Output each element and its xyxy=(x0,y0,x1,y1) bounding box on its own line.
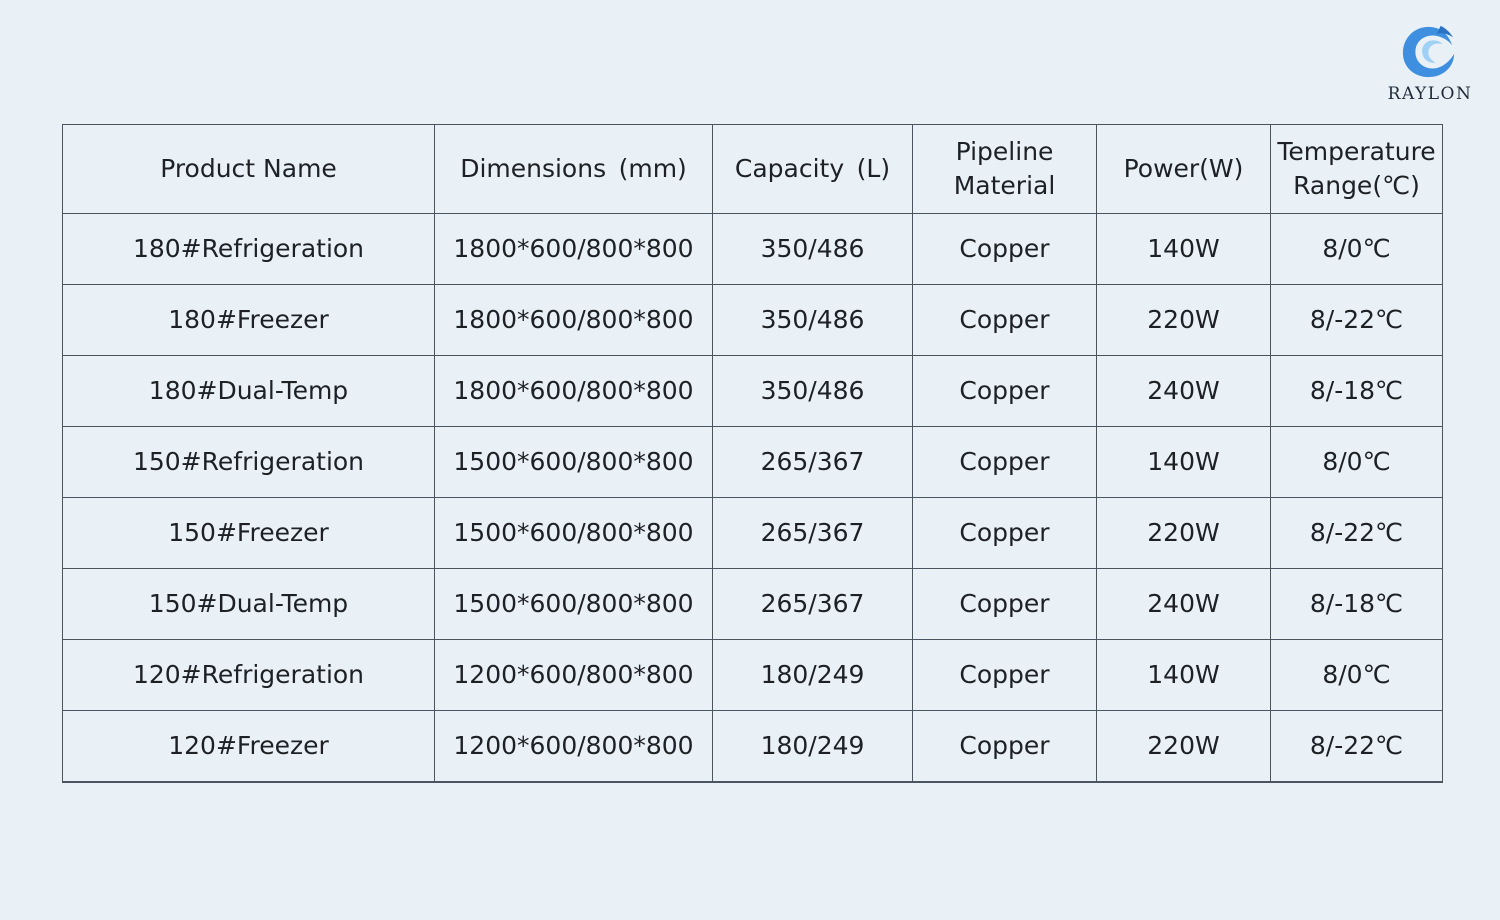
cell-capacity: 265/367 xyxy=(713,569,913,640)
cell-pipeline-material: Copper xyxy=(913,285,1097,356)
cell-power: 140W xyxy=(1097,214,1271,285)
cell-capacity: 350/486 xyxy=(713,214,913,285)
cell-power: 240W xyxy=(1097,569,1271,640)
cell-product-name: 150#Refrigeration xyxy=(63,427,435,498)
brand-name: RAYLON xyxy=(1387,84,1473,104)
cell-power: 240W xyxy=(1097,356,1271,427)
cell-dimensions: 1500*600/800*800 xyxy=(435,569,713,640)
cell-dimensions: 1800*600/800*800 xyxy=(435,285,713,356)
table-row xyxy=(63,711,1443,783)
cell-pipeline-material: Copper xyxy=(913,356,1097,427)
raylon-logo xyxy=(1380,24,1480,106)
table-header-row xyxy=(63,125,1443,214)
table-row xyxy=(63,214,1443,285)
cell-dimensions: 1500*600/800*800 xyxy=(435,498,713,569)
cell-dimensions: 1200*600/800*800 xyxy=(435,640,713,711)
table-row xyxy=(63,569,1443,640)
cell-pipeline-material: Copper xyxy=(913,711,1097,783)
header-power: Power(W) xyxy=(1097,125,1271,214)
table-row xyxy=(63,427,1443,498)
cell-product-name: 180#Refrigeration xyxy=(63,214,435,285)
cell-capacity: 350/486 xyxy=(713,356,913,427)
cell-capacity: 180/249 xyxy=(713,711,913,783)
cell-pipeline-material: Copper xyxy=(913,640,1097,711)
header-pipeline-material: Pipeline Material xyxy=(913,125,1097,214)
cell-product-name: 150#Freezer xyxy=(63,498,435,569)
cell-temperature-range: 8/-18℃ xyxy=(1271,356,1443,427)
cell-temperature-range: 8/0℃ xyxy=(1271,640,1443,711)
table-row xyxy=(63,640,1443,711)
cell-power: 220W xyxy=(1097,285,1271,356)
cell-product-name: 120#Refrigeration xyxy=(63,640,435,711)
cell-product-name: 120#Freezer xyxy=(63,711,435,783)
table-row xyxy=(63,285,1443,356)
cell-pipeline-material: Copper xyxy=(913,427,1097,498)
cell-temperature-range: 8/-22℃ xyxy=(1271,498,1443,569)
cell-temperature-range: 8/0℃ xyxy=(1271,427,1443,498)
cell-temperature-range: 8/-22℃ xyxy=(1271,711,1443,783)
table-row xyxy=(63,498,1443,569)
cell-dimensions: 1800*600/800*800 xyxy=(435,214,713,285)
header-dimensions: Dimensions (mm) xyxy=(435,125,713,214)
product-spec-table xyxy=(62,124,1443,783)
header-temperature-range: Temperature Range(℃) xyxy=(1271,125,1443,214)
cell-temperature-range: 8/-18℃ xyxy=(1271,569,1443,640)
cell-power: 140W xyxy=(1097,427,1271,498)
cell-capacity: 350/486 xyxy=(713,285,913,356)
header-product-name: Product Name xyxy=(63,125,435,214)
cell-power: 220W xyxy=(1097,711,1271,783)
cell-dimensions: 1800*600/800*800 xyxy=(435,356,713,427)
cell-temperature-range: 8/-22℃ xyxy=(1271,285,1443,356)
cell-capacity: 180/249 xyxy=(713,640,913,711)
cell-temperature-range: 8/0℃ xyxy=(1271,214,1443,285)
table-row xyxy=(63,356,1443,427)
cell-dimensions: 1500*600/800*800 xyxy=(435,427,713,498)
cell-dimensions: 1200*600/800*800 xyxy=(435,711,713,783)
cell-capacity: 265/367 xyxy=(713,498,913,569)
cell-product-name: 180#Freezer xyxy=(63,285,435,356)
cell-capacity: 265/367 xyxy=(713,427,913,498)
cell-pipeline-material: Copper xyxy=(913,498,1097,569)
cell-product-name: 180#Dual-Temp xyxy=(63,356,435,427)
header-capacity: Capacity (L) xyxy=(713,125,913,214)
cell-power: 220W xyxy=(1097,498,1271,569)
cell-product-name: 150#Dual-Temp xyxy=(63,569,435,640)
raylon-swirl-icon xyxy=(1400,24,1458,80)
cell-pipeline-material: Copper xyxy=(913,214,1097,285)
cell-pipeline-material: Copper xyxy=(913,569,1097,640)
cell-power: 140W xyxy=(1097,640,1271,711)
